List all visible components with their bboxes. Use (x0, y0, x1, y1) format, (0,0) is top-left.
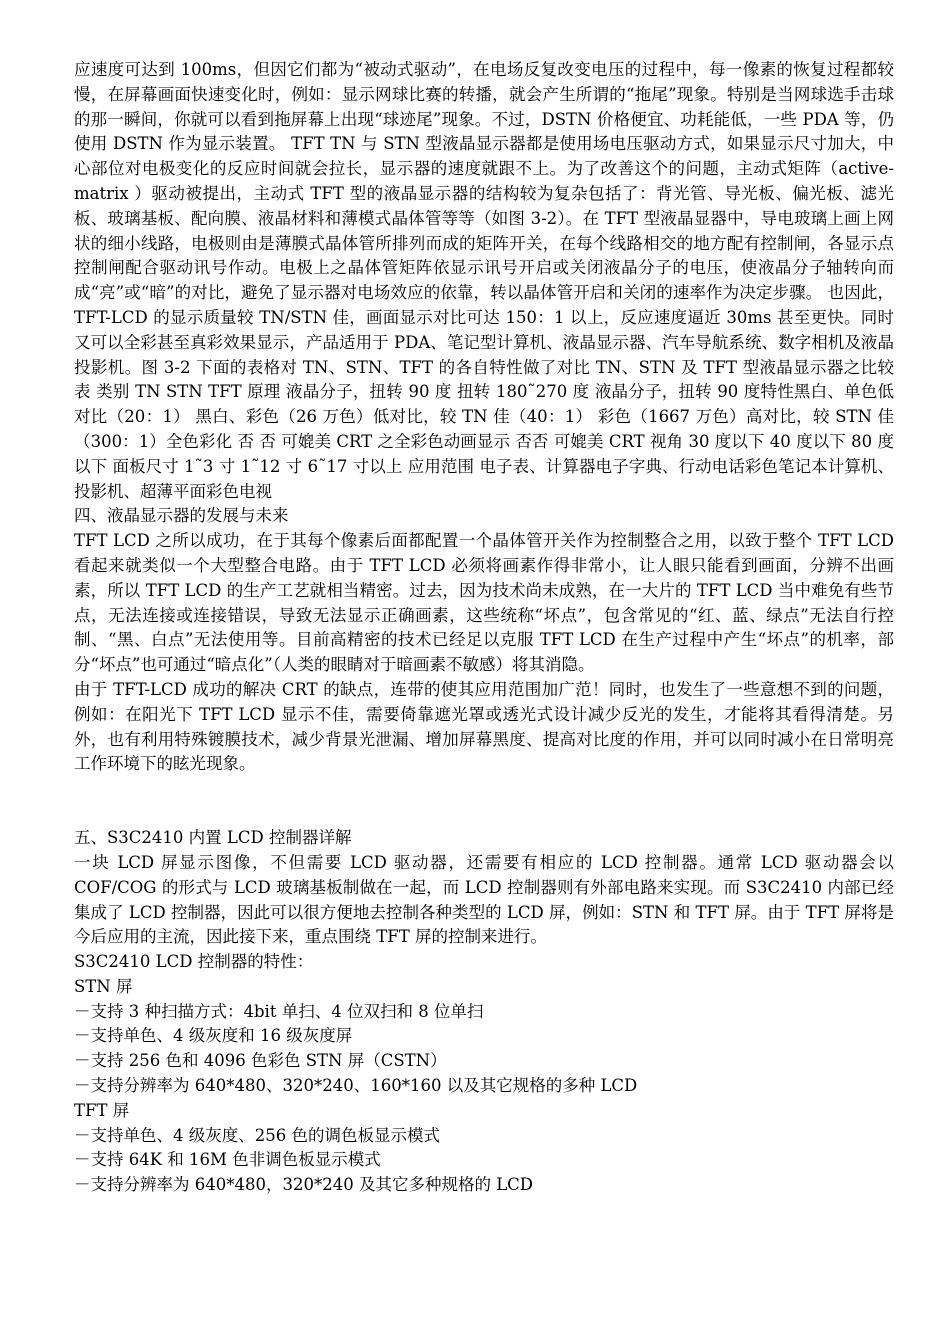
stn-feature-item: －支持分辨率为 640*480、320*240、160*160 以及其它规格的多种 LCD (74, 1076, 638, 1096)
tft-feature-item: －支持单色、4 级灰度、256 色的调色板显示模式 (74, 1125, 440, 1145)
tft-feature-item: －支持分辨率为 640*480，320*240 及其它多种规格的 LCD (74, 1175, 534, 1195)
stn-feature-item: －支持 3 种扫描方式：4bit 单扫、4 位双扫和 8 位单扫 (74, 1001, 484, 1021)
stn-heading: STN 屏 (74, 976, 133, 996)
stn-feature-item: －支持 256 色和 4096 色彩色 STN 屏（CSTN） (74, 1051, 447, 1071)
paragraph-lcd-drive-comparison: 应速度可达到 100ms，但因它们都为“被动式驱动”，在电场反复改变电压的过程中，每一像素的恢复过程都较慢，在屏幕画面快速变化时，例如：显示网球比赛的转播，就会产生所谓的“拖尾”现象。特别是当网球选手击球的那一瞬间，你就可以看到拖屏幕上出现“球迹尾”现象。不过，DSTN 价格便宜、功耗能低，一些 PDA 等，仍使用 DSTN 作为显示装置。 TFT TN 与 STN 型液晶显示器都是使用场电压驱动方式，如果显示尺寸加大，中心部位对电极变化的反应时间就会拉长，显示器的速度就跟不上。为了改善这个的问题，主动式矩阵（active-matrix ）驱动被提出，主动式 TFT 型的液晶显示器的结构较为复杂包括了：背光管、导光板、偏光板、滤光板、玻璃基板、配向膜、液晶材料和薄模式晶体管等等（如图 3-2）。在 TFT 型液晶显器中，导电玻璃上画上网状的细小线路，电极则由是薄膜式晶体管所排列而成的矩阵开关，在每个线路相交的地方配有控制闸，各显示点控制闸配合驱动讯号作动。电极上之晶体管矩阵依显示讯号开启或关闭液晶分子的电压，使液晶分子轴转向而成“亮”或“暗”的对比，避免了显示器对电场效应的依靠，转以晶体管开启和关闭的速率作为决定步骤。 也因此，TFT-LCD 的显示质量较 TN/STN 佳，画面显示对比可达 150：1 以上，反应速度逼近 30ms 甚至更快。同时又可以全彩甚至真彩效果显示，产品适用于 PDA、笔记型计算机、液晶显示器、汽车导航系统、数字相机及液晶投影机。图 3-2 下面的表格对 TN、STN、TFT 的各自特性做了对比 TN、STN 及 TFT 型液晶显示器之比较表 类别 TN STN TFT 原理 液晶分子，扭转 90 度 扭转 180˜270 度 液晶分子，扭转 90 度特性黑白、单色低对比（20：1） 黑白、彩色（26 万色）低对比，较 TN 佳（40：1） 彩色（1667 万色）高对比，较 STN 佳（300：1）全色彩化 否 否 可媲美 CRT 之全彩色动画显示 否否 可媲美 CRT 视角 30 度以下 40 度以下 80 度以下 面板尺寸 1˜3 寸 1˜12 寸 6˜17 寸以上 应用范围 电子表、计算器电子字典、行动电话彩色笔记本计算机、投影机、超薄平面彩色电视 (74, 60, 894, 501)
section-gap (74, 777, 894, 826)
document-page (74, 58, 894, 1198)
stn-feature-item: －支持单色、4 级灰度和 16 级灰度屏 (74, 1026, 353, 1046)
tft-heading: TFT 屏 (74, 1100, 130, 1120)
section-heading-5: 五、S3C2410 内置 LCD 控制器详解 (74, 828, 352, 848)
section-heading-4: 四、液晶显示器的发展与未来 (74, 506, 289, 526)
tft-feature-item: －支持 64K 和 16M 色非调色板显示模式 (74, 1150, 381, 1170)
features-heading: S3C2410 LCD 控制器的特性： (74, 952, 314, 972)
paragraph-tft-sunlight: 由于 TFT-LCD 成功的解决 CRT 的缺点，连带的使其应用范围加广范！同时，也发生了一些意想不到的问题，例如：在阳光下 TFT LCD 显示不佳，需要倚靠遮光罩或透光式设计减少反光的发生，才能将其看得清楚。另外，也有利用特殊镀膜技术，减少背景光泄漏、增加屏幕黑度、提高对比度的作用，并可以同时减小在日常明亮工作环境下的眩光现象。 (74, 679, 894, 774)
paragraph-lcd-controller: 一块 LCD 屏显示图像，不但需要 LCD 驱动器，还需要有相应的 LCD 控制器。通常 LCD 驱动器会以 COF/COG 的形式与 LCD 玻璃基板制做在一起，而 LCD 控制器则有外部电路来实现。而 S3C2410 内部已经集成了 LCD 控制器，因此可以很方便地去控制各种类型的 LCD 屏，例如：STN 和 TFT 屏。由于 TFT 屏将是今后应用的主流，因此接下来，重点围绕 TFT 屏的控制来进行。 (74, 852, 894, 947)
paragraph-tft-pixels: TFT LCD 之所以成功，在于其每个像素后面都配置一个晶体管开关作为控制整合之用，以致于整个 TFT LCD 看起来就类似一个大型整合电路。由于 TFT LCD 必须将画素作得非常小，让人眼只能看到画面，分辨不出画素，所以 TFT LCD 的生产工艺就相当精密。过去，因为技术尚未成熟，在一大片的 TFT LCD 当中难免有些节点，无法连接或连接错误，导致无法显示正确画素，这些统称“坏点”，包含常见的“红、蓝、绿点”无法自行控制、“黑、白点”无法使用等。目前高精密的技术已经足以克服 TFT LCD 在生产过程中产生“坏点”的机率，部分“坏点”也可通过“暗点化”（人类的眼睛对于暗画素不敏感）将其消隐。 (74, 531, 894, 675)
